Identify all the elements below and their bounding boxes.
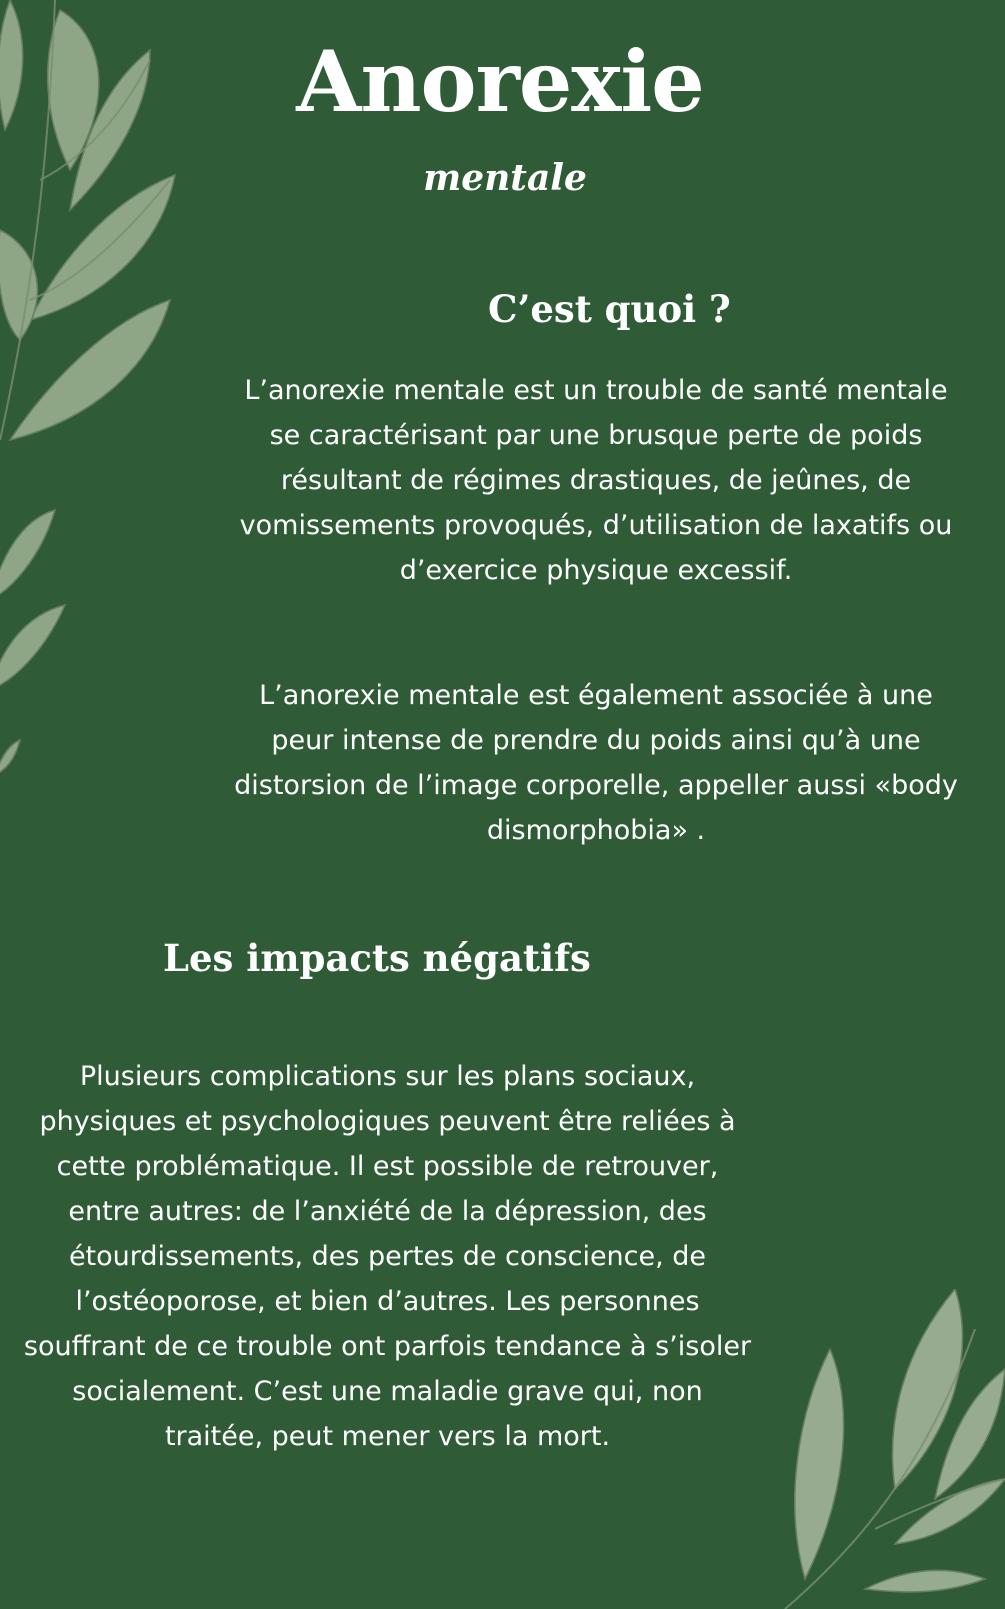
page-title: Anorexie — [296, 32, 704, 131]
section-heading-negative-impacts: Les impacts négatifs — [163, 936, 591, 980]
leaves-top-left-decoration — [0, 0, 200, 800]
definition-paragraph: L’anorexie mentale est un trouble de santé mentale se caractérisant par une brusque perte de poids résultant de régimes drastiques, de jeûnes, de vomissements provoqués, d’utilisation de laxatifs ou d’exercice physique excessif. — [239, 375, 953, 586]
section-heading-what-is-it: C’est quoi ? — [488, 287, 731, 331]
impacts-paragraph: Plusieurs complications sur les plans sociaux, physiques et psychologiques peuvent être reliées à cette problématique. Il est possible de retrouver, entre autres: de l’anxiété de la dépression, des étourdissements, des pertes de conscience, de l’ostéoporose, et bien d’autres. Les personnes souffrant de ce trouble ont parfois tendance à s’isoler socialement. C’est une maladie grave qui, non traitée, peut mener vers la mort. — [23, 1061, 752, 1452]
page-subtitle: mentale — [423, 157, 587, 199]
leaves-bottom-right-decoration — [775, 1289, 1005, 1609]
association-paragraph: L’anorexie mentale est également associée à une peur intense de prendre du poids ainsi qu’à une distorsion de l’image corporelle, appeller aussi «body dismorphobia» . — [234, 680, 958, 846]
